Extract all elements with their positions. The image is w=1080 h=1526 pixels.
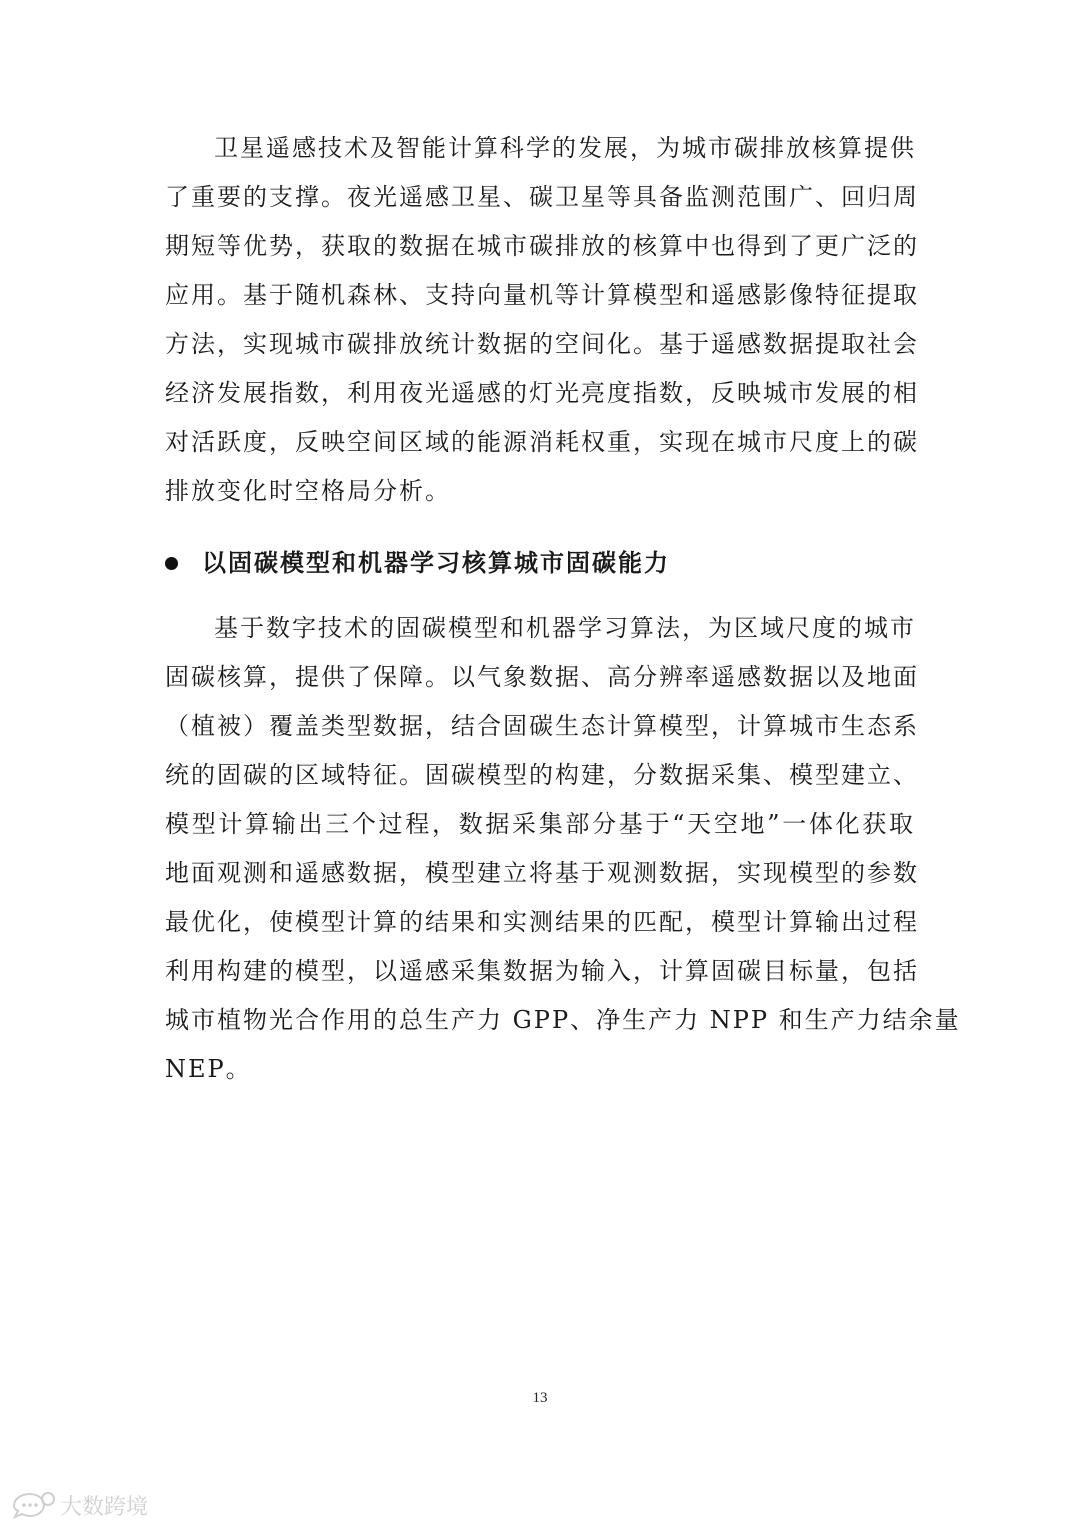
paragraph-line: 方法，实现城市碳排放统计数据的空间化。基于遥感数据提取社会 bbox=[165, 330, 919, 358]
paragraph-line: （植被）覆盖类型数据，结合固碳生态计算模型，计算城市生态系 bbox=[165, 712, 919, 740]
paragraph-line: 卫星遥感技术及智能计算科学的发展，为城市碳排放核算提供 bbox=[214, 134, 916, 162]
paragraph-line: 排放变化时空格局分析。 bbox=[165, 477, 451, 505]
paragraph-line: 统的固碳的区域特征。固碳模型的构建，分数据采集、模型建立、 bbox=[165, 761, 919, 789]
paragraph-line: 对活跃度，反映空间区域的能源消耗权重，实现在城市尺度上的碳 bbox=[165, 428, 919, 456]
chat-bubble-logo-icon bbox=[10, 1490, 56, 1520]
paragraph-line: 应用。基于随机森林、支持向量机等计算模型和遥感影像特征提取 bbox=[165, 281, 919, 309]
paragraph-line: 了重要的支撑。夜光遥感卫星、碳卫星等具备监测范围广、回归周 bbox=[165, 183, 919, 211]
paragraph-line: 模型计算输出三个过程，数据采集部分基于“天空地”一体化获取 bbox=[165, 810, 915, 838]
paragraph-line: 地面观测和遥感数据，模型建立将基于观测数据，实现模型的参数 bbox=[165, 859, 919, 887]
paragraph-line: 基于数字技术的固碳模型和机器学习算法，为区域尺度的城市 bbox=[214, 614, 916, 642]
section-heading-text: 以固碳模型和机器学习核算城市固碳能力 bbox=[202, 548, 670, 577]
paragraph-line: NEP。 bbox=[165, 1055, 252, 1083]
paragraph-line: 城市植物光合作用的总生产力 GPP、净生产力 NPP 和生产力结余量 bbox=[165, 1006, 961, 1034]
watermark-text: 大数跨境 bbox=[60, 1494, 149, 1520]
bullet-icon bbox=[165, 557, 178, 570]
section-heading bbox=[165, 543, 670, 583]
paragraph-line: 经济发展指数，利用夜光遥感的灯光亮度指数，反映城市发展的相 bbox=[165, 379, 919, 407]
paragraph-line: 固碳核算，提供了保障。以气象数据、高分辨率遥感数据以及地面 bbox=[165, 663, 919, 691]
paragraph-line: 最优化，使模型计算的结果和实测结果的匹配，模型计算输出过程 bbox=[165, 908, 919, 936]
paragraph-line: 利用构建的模型，以遥感采集数据为输入，计算固碳目标量，包括 bbox=[165, 957, 919, 985]
page-number: 13 bbox=[532, 1390, 548, 1406]
paragraph-line: 期短等优势，获取的数据在城市碳排放的核算中也得到了更广泛的 bbox=[165, 232, 919, 260]
watermark bbox=[10, 1488, 148, 1522]
